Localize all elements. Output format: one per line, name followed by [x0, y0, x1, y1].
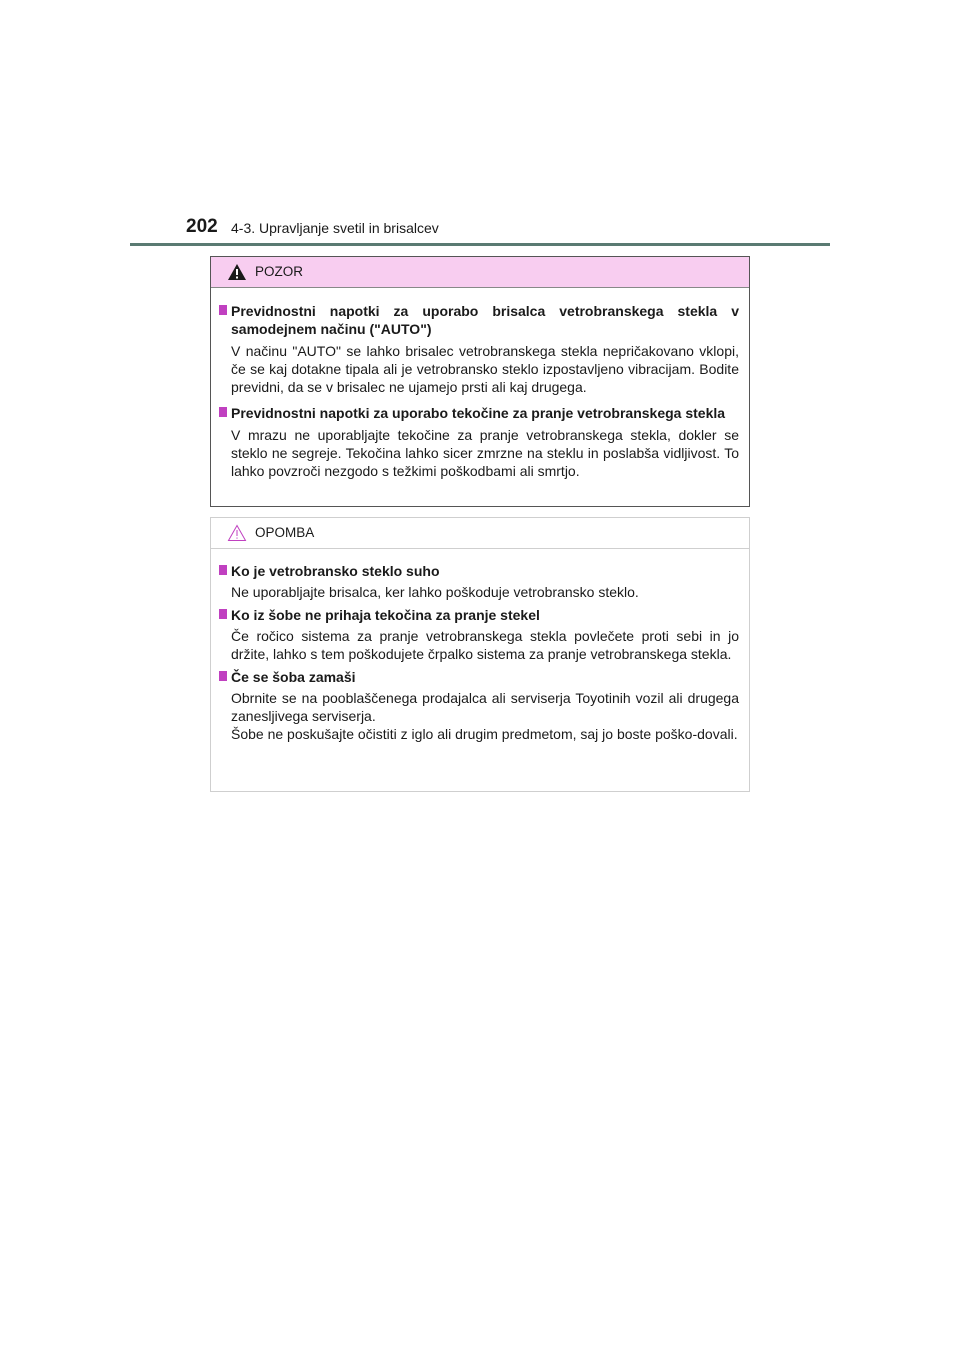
caution-outline-icon	[227, 524, 247, 542]
bullet-square-icon	[219, 671, 227, 681]
warning-item-text: V načinu "AUTO" se lahko brisalec vetrobranskega stekla nepričakovano vklopi, če se kaj dotakne tipala ali je vetrobransko steklo izpostavljeno vibracijam. Bodite previdni, da se v brisalec ne ujamejo prsti ali kaj drugega.	[231, 343, 739, 395]
notice-item-text: Obrnite se na pooblaščenega prodajalca ali serviserja Toyotinih vozil ali drugega zanesljivega serviserja.	[231, 690, 739, 724]
warning-item-title: Previdnostni napotki za uporabo tekočine za pranje vetrobranskega stekla	[231, 405, 726, 421]
notice-box	[210, 517, 750, 792]
warning-box	[210, 256, 750, 507]
warning-item-title: Previdnostni napotki za uporabo brisalca vetrobranskega stekla v samodejnem načinu ("AUTO")	[231, 303, 739, 337]
notice-item-text: Če ročico sistema za pranje vetrobranskega stekla povlečete proti sebi in jo držite, lahko s tem poškodujete črpalko sistema za pranje vetrobranskega stekla.	[231, 628, 739, 662]
section-title: 4-3. Upravljanje svetil in brisalcev	[231, 220, 439, 236]
warning-icon	[227, 263, 247, 281]
warning-label: POZOR	[255, 264, 304, 279]
notice-item-text: Ne uporabljajte brisalca, ker lahko poškoduje vetrobransko steklo.	[231, 584, 639, 600]
notice-item-title: Ko je vetrobransko steklo suho	[231, 563, 440, 579]
warning-item-text: V mrazu ne uporabljajte tekočine za pranje vetrobranskega stekla, dokler se steklo ne segreje. Tekočina lahko sicer zmrzne na steklu in poslabša vidljivost. To lahko povzroči nezgodo s težkimi poškodbami ali smrtjo.	[231, 427, 739, 479]
bullet-square-icon	[219, 305, 227, 315]
notice-header	[211, 518, 749, 549]
bullet-square-icon	[219, 565, 227, 575]
notice-item-title: Če se šoba zamaši	[231, 669, 356, 685]
warning-item	[219, 302, 739, 396]
page-number: 202	[186, 216, 218, 237]
bullet-square-icon	[219, 609, 227, 619]
notice-item	[219, 606, 739, 663]
notice-item-title: Ko iz šobe ne prihaja tekočina za pranje stekel	[231, 607, 540, 623]
notice-label: OPOMBA	[255, 525, 315, 540]
notice-item	[219, 668, 739, 743]
warning-header	[211, 257, 749, 288]
bullet-square-icon	[219, 407, 227, 417]
notice-item	[219, 562, 739, 601]
warning-item	[219, 404, 739, 480]
header-divider	[130, 243, 830, 246]
notice-item-text-2: Šobe ne poskušajte očistiti z iglo ali drugim predmetom, saj jo boste poško-dovali.	[231, 726, 738, 742]
